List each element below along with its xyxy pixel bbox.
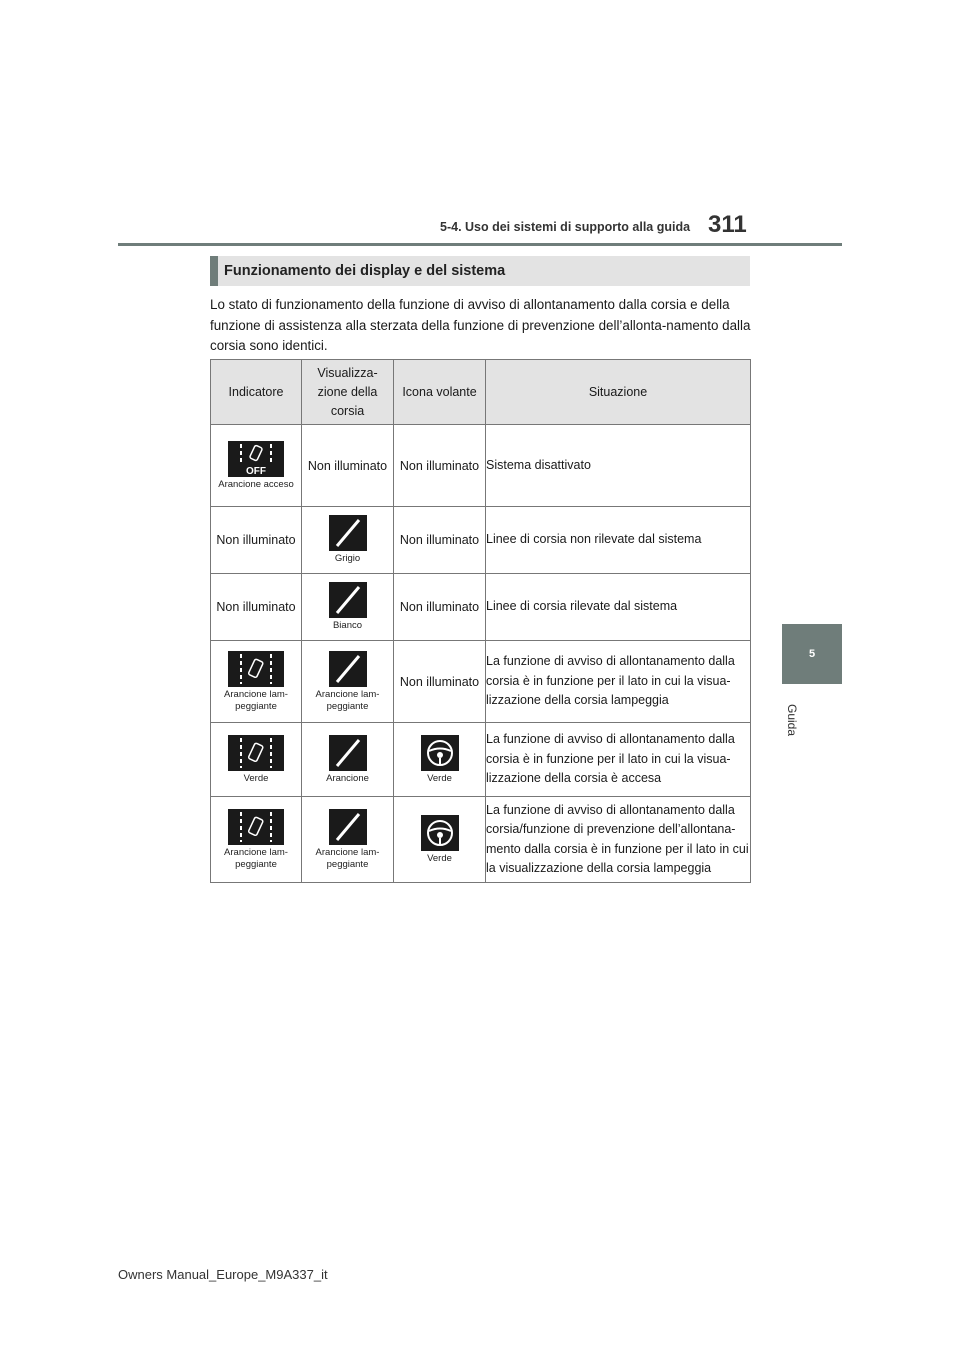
header-situation: Situazione	[486, 360, 751, 425]
indicator-cell	[211, 641, 302, 723]
lane-line-icon	[329, 515, 367, 551]
indicator-caption: Verde	[243, 772, 269, 784]
lane-cell	[302, 574, 394, 641]
wheel-cell	[394, 723, 486, 797]
wheel-cell: Non illuminato	[394, 641, 486, 723]
chapter-label	[781, 690, 803, 750]
lane-caption: Bianco	[332, 620, 363, 631]
section-heading	[210, 256, 750, 286]
table-row	[211, 797, 751, 883]
lane-caption: Arancione lam-peggiante	[315, 688, 380, 712]
table-header-row	[211, 360, 751, 425]
lane-caption: Grigio	[334, 553, 361, 564]
header-lane-display: Visualizza-zione della corsia	[302, 360, 394, 425]
steering-assist-icon	[421, 815, 459, 851]
status-table	[210, 359, 751, 883]
chapter-label-text: Guida	[785, 703, 799, 737]
lane-cell	[302, 723, 394, 797]
indicator-cell	[211, 797, 302, 883]
situation-cell: La funzione di avviso di allontanamento dalla corsia/funzione di prevenzione dell’allontana-mento dalla corsia è in funzione per il lato in cui la visualizzazione della corsia lampeggia	[486, 797, 751, 883]
header-wheel-icon: Icona volante	[394, 360, 486, 425]
lane-cell	[302, 641, 394, 723]
indicator-caption: Arancione lam-peggiante	[224, 846, 288, 870]
running-header: 5-4. Uso dei sistemi di supporto alla guida	[440, 220, 691, 234]
lane-line-icon	[329, 735, 367, 771]
table-row	[211, 425, 751, 507]
situation-cell: Linee di corsia non rilevate dal sistema	[486, 507, 751, 574]
chapter-tab	[782, 624, 842, 684]
table-row	[211, 641, 751, 723]
table-row	[211, 574, 751, 641]
lane-caption: Arancione	[326, 772, 369, 784]
indicator-cell	[211, 723, 302, 797]
lane-line-icon	[329, 582, 367, 618]
lane-caption: Arancione lam-peggiante	[315, 846, 380, 870]
lane-departure-icon	[228, 651, 284, 687]
situation-cell: La funzione di avviso di allontanamento dalla corsia è in funzione per il lato in cui la visua-lizzazione della corsia è accesa	[486, 723, 751, 797]
table-row	[211, 507, 751, 574]
wheel-cell: Non illuminato	[394, 574, 486, 641]
lane-line-icon	[329, 651, 367, 687]
indicator-cell: Non illuminato	[211, 574, 302, 641]
footer-doc-id: Owners Manual_Europe_M9A337_it	[118, 1267, 328, 1282]
chapter-number: 5	[808, 648, 816, 660]
indicator-caption: Arancione lam-peggiante	[224, 688, 288, 712]
situation-cell: Linee di corsia rilevate dal sistema	[486, 574, 751, 641]
lane-cell	[302, 797, 394, 883]
header-indicator: Indicatore	[211, 360, 302, 425]
lane-departure-off-icon	[228, 441, 284, 477]
lane-departure-icon	[228, 809, 284, 845]
wheel-caption: Verde	[427, 852, 452, 864]
lane-line-icon	[329, 809, 367, 845]
situation-cell: La funzione di avviso di allontanamento dalla corsia è in funzione per il lato in cui la visua-lizzazione della corsia lampeggia	[486, 641, 751, 723]
indicator-cell	[211, 425, 302, 507]
section-title: Funzionamento dei display e del sistema	[224, 263, 506, 279]
page-number: 311	[708, 211, 747, 238]
header-rule	[118, 243, 842, 246]
indicator-caption: Arancione acceso	[218, 478, 294, 490]
wheel-cell: Non illuminato	[394, 507, 486, 574]
situation-cell: Sistema disattivato	[486, 425, 751, 507]
lane-cell	[302, 507, 394, 574]
table-row	[211, 723, 751, 797]
indicator-cell: Non illuminato	[211, 507, 302, 574]
off-badge: OFF	[246, 465, 266, 477]
wheel-caption: Verde	[427, 772, 452, 784]
wheel-cell: Non illuminato	[394, 425, 486, 507]
lane-cell: Non illuminato	[302, 425, 394, 507]
intro-paragraph: Lo stato di funzionamento della funzione di avviso di allontanamento dalla corsia e della funzione di assistenza alla sterzata della funzione di prevenzione dell’allonta-namento dalla corsia sono identici.	[210, 297, 751, 353]
steering-assist-icon	[421, 735, 459, 771]
lane-departure-icon	[228, 735, 284, 771]
wheel-cell	[394, 797, 486, 883]
